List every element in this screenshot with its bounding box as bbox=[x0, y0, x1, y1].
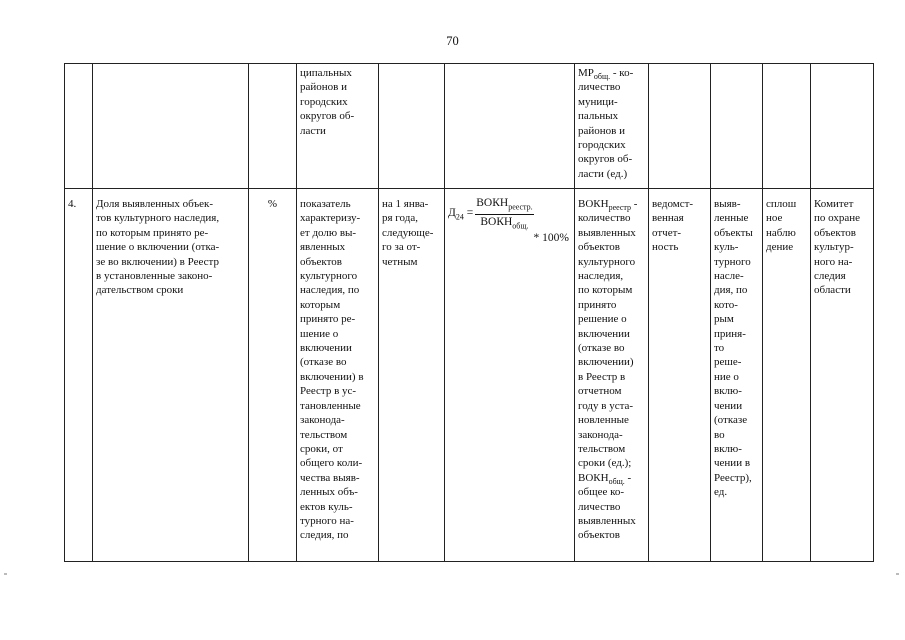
formula-denominator bbox=[475, 215, 533, 232]
indicator-definitions bbox=[575, 189, 649, 562]
indicator-number: 4. bbox=[65, 189, 93, 562]
cell-period bbox=[379, 64, 445, 189]
indicator-table bbox=[64, 63, 874, 562]
indicator-coverage: сплош ное наблю дение bbox=[763, 189, 811, 562]
formula-multiplier: * 100% bbox=[533, 231, 569, 244]
formula-lhs bbox=[448, 207, 473, 223]
cell-definitions bbox=[575, 64, 649, 189]
cell-unit bbox=[249, 64, 297, 189]
cell-responsible bbox=[811, 64, 874, 189]
formula-lhs-subscript: 24 bbox=[455, 211, 464, 221]
definition-var1: ВОКН bbox=[578, 198, 609, 210]
formula-denominator-subscript: общ. bbox=[512, 221, 529, 231]
cell-observation-unit bbox=[711, 64, 763, 189]
cell-number bbox=[65, 64, 93, 189]
formula-numerator-var: ВОКН bbox=[476, 197, 509, 209]
indicator-source: ведомст- венная отчет- ность bbox=[649, 189, 711, 562]
definition-var1-subscript: реестр bbox=[608, 203, 632, 213]
scan-speck bbox=[4, 573, 7, 575]
definition-variable: МР bbox=[578, 67, 594, 79]
indicator-observation-unit: выяв- ленные объекты куль- турного насле- дия, по кото- рым приня- то реше- ние о вклю- чении (отказе во вклю- чении в Реестр), ед. bbox=[711, 189, 763, 562]
cell-description: ципальных районов и городских округов об- ласти bbox=[297, 64, 379, 189]
definition-var2: ВОКН bbox=[578, 471, 609, 484]
indicator-unit: % bbox=[249, 189, 297, 562]
indicator-responsible: Комитет по охране объектов культур- ного на- следия области bbox=[811, 189, 874, 562]
definition-var2-text: - общее ко- личество выявленных объектов bbox=[578, 471, 636, 542]
formula-lhs-symbol: Д bbox=[448, 206, 456, 219]
cell-source bbox=[649, 64, 711, 189]
scan-speck bbox=[896, 573, 899, 575]
formula-numerator-subscript: реестр. bbox=[508, 202, 533, 212]
continuation-row bbox=[65, 64, 874, 189]
definition-subscript: общ. bbox=[593, 72, 611, 82]
indicator-name: Доля выявленных объек- тов культурного наследия, по которым принято ре- шение о включении (отка- зе во включении) в Реестр в установленные законо- дательством сроки bbox=[93, 189, 249, 562]
definition-text: - ко- личество муници- пальных районов и городских округов об- ласти (ед.) bbox=[578, 67, 634, 180]
page-number: 70 bbox=[446, 34, 459, 48]
formula-fraction bbox=[475, 197, 533, 233]
definition-var2-subscript: общ. bbox=[608, 476, 625, 486]
formula-numerator bbox=[475, 197, 533, 215]
indicator-formula bbox=[445, 189, 575, 562]
definition-var1-text: - количество выявленных объектов культурного наследия, по которым принято решение о включении (отказе во включении) в Реестр в отчетном году в уста- новленные законода- тельством сроки (ед.); bbox=[578, 198, 638, 470]
formula-equals: = bbox=[463, 206, 474, 219]
cell-formula bbox=[445, 64, 575, 189]
indicator-period: на 1 янва- ря года, следующе- го за от- четным bbox=[379, 189, 445, 562]
cell-coverage bbox=[763, 64, 811, 189]
indicator-row bbox=[65, 189, 874, 562]
formula-denominator-var: ВОКН bbox=[480, 216, 513, 229]
indicator-description: показатель характеризу- ет долю вы- явленных объектов культурного наследия, по которым принято ре- шение о включении (отказе во включении) в Реестр в ус- тановленные законода- тельством сроки, от общего коли- чества выяв- ленных объ- ектов куль- турного на- следия, по bbox=[297, 189, 379, 562]
cell-name bbox=[93, 64, 249, 189]
